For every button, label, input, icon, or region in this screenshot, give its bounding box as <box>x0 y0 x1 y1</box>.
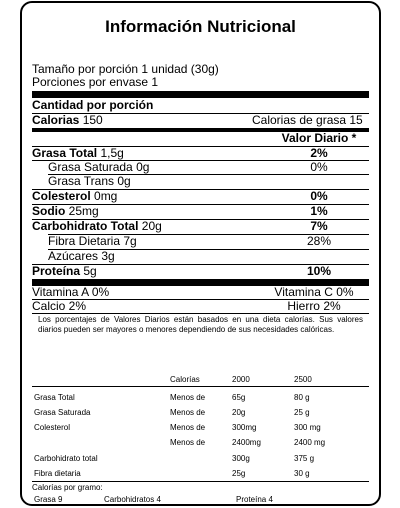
nutrient-row-sodium <box>32 205 369 218</box>
nutrient-row-cholesterol <box>32 190 369 203</box>
nutrition-label <box>20 1 381 506</box>
nutrient-label: Fibra Dietaria <box>48 234 124 248</box>
nutrient-amount: 0g <box>117 174 131 188</box>
calories-row <box>32 114 369 127</box>
vitamin-left: Vitamina A 0% <box>32 285 110 299</box>
ft-cell: 25g <box>232 469 246 478</box>
daily-value-header-row <box>32 132 369 145</box>
thick-divider <box>32 91 369 98</box>
serving-size: Tamaño por porción 1 unidad (30g) <box>32 62 219 76</box>
nutrient-row-saturated-fat <box>32 161 369 174</box>
nutrient-label: Sodio <box>32 204 69 218</box>
vitamin-left: Calcio 2% <box>32 299 87 313</box>
ft-cell: 2000 <box>232 375 250 384</box>
nutrient-row-sugars <box>32 250 369 263</box>
ft-cell: Menos de <box>170 393 206 402</box>
cpg-label: Calorías por gramo: <box>32 483 103 492</box>
nutrient-label: Proteína <box>32 264 84 278</box>
footnote-table-header <box>32 375 369 385</box>
footnote-table-row <box>32 423 369 433</box>
nutrient-dv: 0% <box>310 189 328 203</box>
ft-cell: 300g <box>232 454 250 463</box>
nutrient-row-fiber <box>32 235 369 248</box>
vitamin-row <box>32 300 369 313</box>
footnote-table-row <box>32 469 369 479</box>
ft-cell: 375 g <box>294 454 315 463</box>
servings-per-container: Porciones por envase 1 <box>32 75 159 89</box>
nutrient-dv: 2% <box>310 146 328 160</box>
ft-cell: Carbohidrato total <box>34 454 98 463</box>
ft-cell: Menos de <box>170 423 206 432</box>
ft-cell: 300mg <box>232 423 257 432</box>
divider <box>32 313 369 314</box>
vitamin-row <box>32 286 369 299</box>
calories-label: Calorias <box>32 113 83 127</box>
calories-value: 150 <box>82 113 103 127</box>
nutrient-label: Colesterol <box>32 189 95 203</box>
nutrient-amount: 20g <box>141 219 162 233</box>
nutrient-dv: 1% <box>310 204 328 218</box>
nutrient-dv: 7% <box>310 219 328 233</box>
ft-cell: 2500 <box>294 375 312 384</box>
cpg-protein: Proteína 4 <box>236 495 273 504</box>
nutrient-amount: 5g <box>83 264 97 278</box>
ft-cell: 300 mg <box>294 423 321 432</box>
ft-cell: Colesterol <box>34 423 71 432</box>
nutrient-amount: 3g <box>101 249 115 263</box>
ft-cell: Fibra dietaria <box>34 469 81 478</box>
divider <box>32 481 369 482</box>
nutrient-dv: 10% <box>306 264 332 278</box>
ft-cell: 20g <box>232 408 246 417</box>
nutrient-amount: 25mg <box>68 204 99 218</box>
footnote: Los porcentajes de Valores Diarios están basados en una dieta calorías. Sus valores diarios pueden ser mayores o menores dependiendo de sus necesidades calóricas. <box>38 315 363 334</box>
amount-per-serving-header <box>32 99 369 112</box>
ft-cell: Grasa Saturada <box>34 408 91 417</box>
footnote-table-row <box>32 454 369 464</box>
nutrient-label: Carbohidrato Total <box>32 219 142 233</box>
nutrient-row-total-fat <box>32 147 369 160</box>
ft-cell: Grasa Total <box>34 393 75 402</box>
nutrient-row-protein <box>32 265 369 278</box>
footnote-table-row <box>32 393 369 403</box>
nutrient-amount: 7g <box>123 234 137 248</box>
nutrient-label: Grasa Trans <box>48 174 118 188</box>
ft-cell: 2400 mg <box>294 438 326 447</box>
cpg-carbs: Carbohidratos 4 <box>104 495 161 504</box>
nutrient-dv: 28% <box>306 234 332 248</box>
footnote-table-row <box>32 438 369 448</box>
nutrient-amount: 0mg <box>94 189 118 203</box>
nutrient-row-total-carbs <box>32 220 369 233</box>
ft-cell: Menos de <box>170 408 206 417</box>
ft-cell: 25 g <box>294 408 310 417</box>
ft-cell: Menos de <box>170 438 206 447</box>
ft-cell: 80 g <box>294 393 310 402</box>
ft-cell: 30 g <box>294 469 310 478</box>
vitamin-right: Vitamina C 0% <box>274 285 354 299</box>
ft-cell: 2400mg <box>232 438 261 447</box>
nutrient-amount: 0g <box>136 160 150 174</box>
cpg-fat: Grasa 9 <box>34 495 63 504</box>
nutrient-label: Grasa Total <box>32 146 101 160</box>
fat-calories: Calorias de grasa 15 <box>252 113 363 127</box>
label-title: Información Nutricional <box>105 17 296 36</box>
nutrient-dv: 0% <box>310 160 328 174</box>
nutrient-row-trans-fat <box>32 175 369 188</box>
calories-per-gram-label <box>32 483 369 493</box>
amount-header-label: Cantidad por porción <box>32 98 154 112</box>
ft-cell: 65g <box>232 393 246 402</box>
nutrient-amount: 1,5g <box>100 146 124 160</box>
vitamin-right: Hierro 2% <box>287 299 341 313</box>
ft-cell: Calorías <box>170 375 200 384</box>
nutrient-label: Grasa Saturada <box>48 160 137 174</box>
footnote-table-row <box>32 408 369 418</box>
nutrient-label: Azúcares <box>48 249 102 263</box>
daily-value-header: Valor Diario * <box>281 131 357 145</box>
divider <box>32 386 369 387</box>
calories-per-gram-values <box>32 495 369 505</box>
